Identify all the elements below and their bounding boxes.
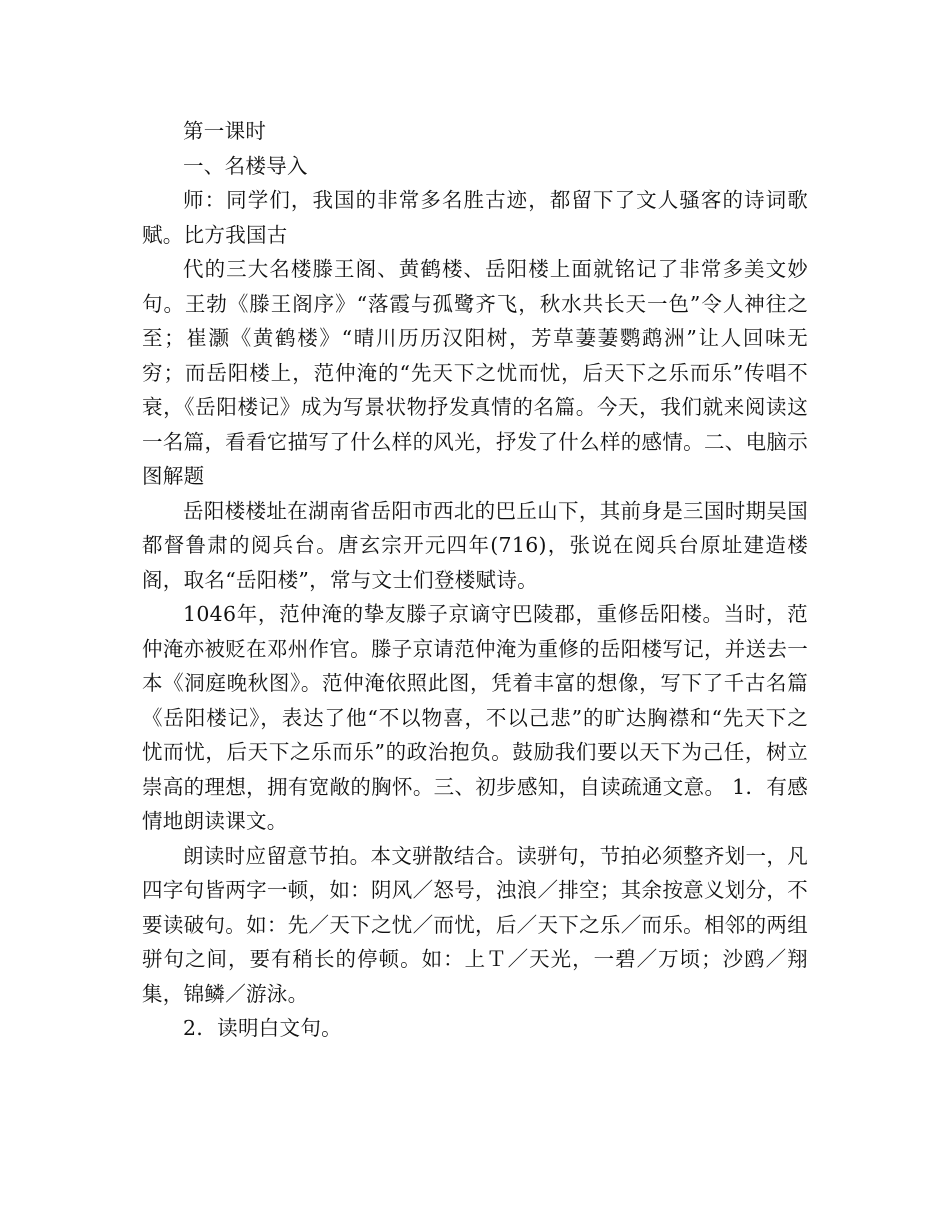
paragraph-tower-history: 岳阳楼楼址在湖南省岳阳市西北的巴丘山下，其前身是三国时期吴国都督鲁肃的阅兵台。唐玄宗开元四年(716)，张说在阅兵台原址建造楼阁，取名“岳阳楼”，常与文士们登楼赋诗。 — [142, 498, 808, 592]
paragraph-fan-zhongyan: 1046年，范仲淹的挚友滕子京谪守巴陵郡，重修岳阳楼。当时，范仲淹亦被贬在邓州作官。滕子京请范仲淹为重修的岳阳楼写记，并送去一本《洞庭晚秋图》。范仲淹依照此图，凭着丰富的想像，写下了千古名篇《岳阳楼记》，表达了他“不以物喜，不以己悲”的旷达胸襟和“先天下之忧而忧，后天下之乐而乐”的政治抱负。鼓励我们要以天下为己任，树立崇高的理想，拥有宽敞的胸怀。三、初步感知，自读疏通文意。 1．有感情地朗读课文。 — [142, 602, 808, 833]
paragraph-three-towers: 代的三大名楼滕王阁、黄鹤楼、岳阳楼上面就铭记了非常多美文妙句。王勃《滕王阁序》“落霞与孤鹭齐飞，秋水共长天一色”令人神往之至；崔灏《黄鹤楼》“晴川历历汉阳树，芳草萋萋鹦鹉洲”让人回味无穷；而岳阳楼上，范仲淹的“先天下之忧而忧，后天下之乐而乐”传唱不衰，《岳阳楼记》成为写景状物抒发真情的名篇。今天，我们就来阅读这一名篇，看看它描写了什么样的风光，抒发了什么样的感情。二、电脑示图解题 — [142, 257, 808, 488]
lesson-heading: 第一课时 — [183, 119, 267, 143]
document-body — [142, 114, 808, 1046]
section-heading-intro: 一、名楼导入 — [183, 153, 308, 178]
paragraph-understand-text: 2．读明白文句。 — [183, 1016, 342, 1040]
paragraph-reading-rhythm: 朗读时应留意节拍。本文骈散结合。读骈句，节拍必须整齐划一，凡四字句皆两字一顿，如：阴风／怒号，浊浪／排空；其余按意义划分，不要读破句。如：先／天下之忧／而忧，后／天下之乐／而乐。相邻的两组骈句之间，要有稍长的停顿。如：上Ｔ／天光，一碧／万顷；沙鸥／翔集，锦鳞／游泳。 — [142, 843, 808, 1006]
paragraph-teacher-intro: 师：同学们，我国的非常多名胜古迹，都留下了文人骚客的诗词歌赋。比方我国古 — [142, 188, 808, 247]
